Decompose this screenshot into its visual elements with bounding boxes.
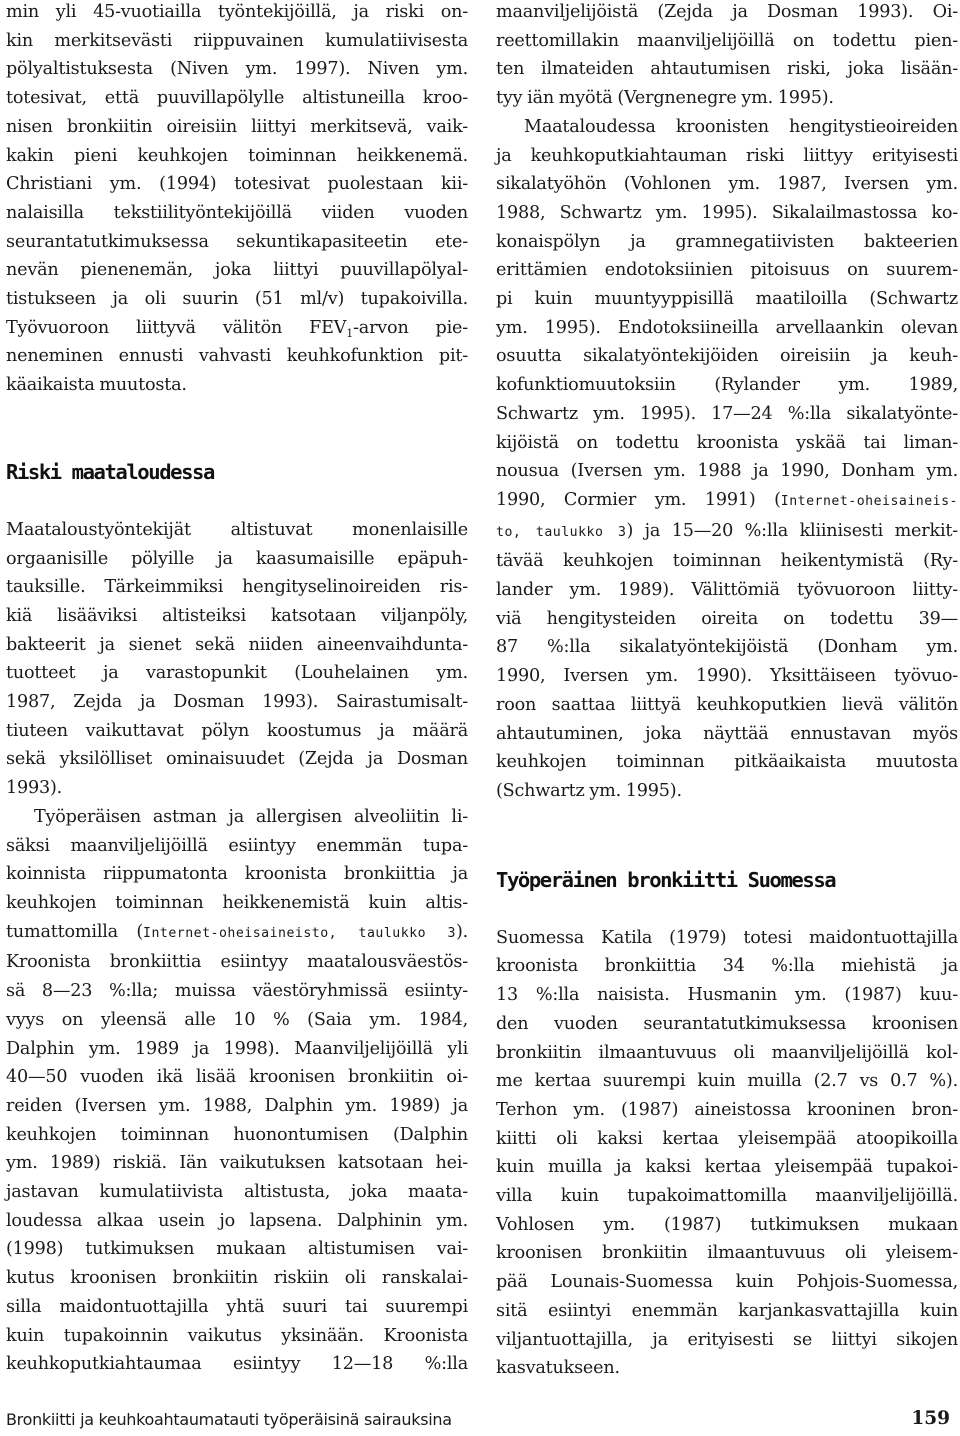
text-line: tävää keuhkojen toiminnan heikentymistä (Ry- — [496, 551, 958, 572]
page-footer — [6, 1406, 954, 1436]
text-line: kin merkitsevästi riippuvainen kumulatiivisesta — [6, 30, 468, 51]
text-line: kijöistä on todettu kroonista yskää tai liman- — [496, 432, 958, 453]
text-line: den vuoden seurantatutkimuksessa kroonisen — [496, 1013, 958, 1034]
text-line: keuhkoputkiahtaumaa esiintyy 12—18 %:lla — [6, 1354, 468, 1375]
text-fragment: tumattomilla ( — [6, 921, 144, 942]
text-line: keuhkojen toiminnan heikkenemistä kuin altis- — [6, 892, 468, 913]
text-line: pää Lounais-Suomessa kuin Pohjois-Suomessa, — [496, 1272, 958, 1293]
text-line: kroonisen bronkiitin ilmaantuvuus oli yleisem- — [496, 1243, 958, 1264]
paragraph — [496, 113, 958, 806]
text-line: keuhkojen toiminnan huonontumisen (Dalphin — [6, 1124, 468, 1145]
text-line: tistukseen ja oli suurin (51 ml/v) tupakoivilla. — [6, 289, 468, 310]
internet-reference: Internet-oheisaineisto, taulukko 3 — [143, 925, 456, 941]
text-line: käaikaista muutosta. — [6, 375, 187, 396]
text-line: roon saattaa liittyä keuhkoputkien lievä välitön — [496, 694, 958, 715]
text-line: ja keuhkoputkiahtauman riski liittyy erityisesti — [496, 145, 958, 166]
text-line: maanviljelijöistä (Zejda ja Dosman 1993). Oi- — [496, 2, 958, 22]
text-line: Työperäisen astman ja allergisen alveoliitin li- — [34, 806, 468, 827]
text-line — [6, 314, 468, 343]
text-line: Dalphin ym. 1989 ja 1998). Maanviljelijöillä yli — [6, 1038, 468, 1059]
text-line: totesivat, että puuvillapölylle altistuneilla kroo- — [6, 88, 468, 109]
internet-reference: Internet-oheisaineis- — [780, 493, 958, 509]
text-line: tuotteet ja varastopunkit (Louhelainen ym. — [6, 663, 468, 684]
text-line: kuin tupakoinnin vaikutus yksinään. Kroonista — [6, 1325, 468, 1346]
text-line: 40—50 vuoden ikä lisää kroonisen bronkiitin oi- — [6, 1067, 468, 1088]
text-line: ym. 1989) riskiä. Iän vaikutuksen katsotaan hei- — [6, 1153, 468, 1174]
subscript: 1 — [346, 326, 354, 340]
text-line: sekä yksilölliset ominaisuudet (Zejda ja Dosman — [6, 749, 468, 770]
running-footer-title: Bronkiitti ja keuhkoahtaumatauti työperäisinä sairauksina — [6, 1410, 452, 1429]
text-line: Terhon ym. (1987) aineistossa krooninen bron- — [496, 1099, 958, 1120]
text-line: orgaanisille pölyille ja kaasumaisille epäpuh- — [6, 548, 468, 569]
text-line: kasvatukseen. — [496, 1358, 620, 1379]
text-line: Schwartz ym. 1995). 17—24 %:lla sikalatyönte- — [496, 403, 958, 424]
right-column — [496, 0, 958, 1383]
section-heading: Riski maataloudessa — [6, 459, 214, 484]
text-line: bronkiitin ilmaantuvuus oli maanviljelijöillä kol- — [496, 1042, 958, 1063]
text-line: pölyaltistuksesta (Niven ym. 1997). Niven ym. — [6, 59, 468, 80]
text-line: osuutta sikalatyöntekijöiden oireisiin ja keuh- — [496, 346, 958, 367]
text-line: sä 8—23 %:lla; muissa väestöryhmissä esiinty- — [6, 981, 468, 1002]
text-line: konaispölyn ja gramnegatiivisten bakteerien — [496, 231, 958, 252]
text-line: sitä esiintyi enemmän karjankasvattajilla kuin — [496, 1300, 958, 1321]
left-column — [6, 0, 468, 1379]
text-line: 1988, Schwartz ym. 1995). Sikalailmastossa ko- — [496, 202, 958, 223]
text-line: Kroonista bronkiittia esiintyy maatalousväestös- — [6, 952, 468, 973]
paragraph — [6, 516, 468, 803]
text-line: 13 %:lla naisista. Husmanin ym. (1987) kuu- — [496, 985, 958, 1006]
text-line: 87 %:lla sikalatyöntekijöistä (Donham ym. — [496, 637, 958, 658]
text-line: koinnista riippumatonta kroonista bronkiittia ja — [6, 864, 468, 885]
text-line: kakin pieni keuhkojen toiminnan heikkenemä. — [6, 145, 468, 166]
text-line: (Schwartz ym. 1995). — [496, 780, 682, 801]
text-line: nousua (Iversen ym. 1988 ja 1990, Donham ym. — [496, 461, 958, 482]
text-line: silla maidontuottajilla yhtä suuri tai suurempi — [6, 1296, 468, 1317]
text-line: bakteerit ja sienet sekä niiden aineenvaihdunta- — [6, 634, 468, 655]
text-line: tiuteen vaikuttavat pölyn koostumus ja määrä — [6, 720, 468, 741]
text-line: sikalatyöhön (Vohlonen ym. 1987, Iversen ym. — [496, 174, 958, 195]
text-line: reettomillakin maanviljelijöillä on todettu pien- — [496, 30, 958, 51]
text-line: kutus kroonisen bronkiitin riskiin oli ranskalai- — [6, 1268, 468, 1289]
text-line: nalaisilla tekstiilityöntekijöillä viiden vuoden — [6, 202, 468, 223]
paragraph — [496, 0, 958, 113]
text-line: Suomessa Katila (1979) totesi maidontuottajilla — [496, 927, 958, 948]
text-line: (1998) tutkimuksen mukaan altistumisen vai- — [6, 1239, 468, 1260]
internet-reference: to, taulukko 3 — [496, 524, 627, 540]
text-line: loudessa alkaa usein jo lapsena. Dalphinin ym. — [6, 1210, 468, 1231]
text-line: Maataloustyöntekijät altistuvat monenlaisille — [6, 519, 468, 540]
text-line: kiä lisääviksi altisteiksi katsotaan viljanpöly, — [6, 605, 468, 626]
text-line: Vohlosen ym. (1987) tutkimuksen mukaan — [496, 1214, 958, 1235]
text-line: ym. 1995). Endotoksiineilla arvellaankin olevan — [496, 317, 958, 338]
page-number: 159 — [911, 1408, 950, 1429]
text-line: kroonista bronkiittia 34 %:lla miehistä ja — [496, 956, 958, 977]
text-line — [496, 517, 958, 548]
text-line: lander ym. 1989). Välittömiä työvuoroon liitty- — [496, 580, 958, 601]
text-line: me kertaa suurempi kuin muilla (2.7 vs 0.7 %). — [496, 1071, 958, 1092]
text-line: vyys on yleensä alle 10 % (Saia ym. 1984, — [6, 1009, 468, 1030]
text-line: kuin muilla ja kaksi kertaa yleisempää tupakoi- — [496, 1157, 958, 1178]
text-line: nisen bronkiitin oireisiin liittyi merkitsevä, vaik- — [6, 116, 468, 137]
text-line: tauksille. Tärkeimmiksi hengityselinoireiden ris- — [6, 577, 468, 598]
text-line: pi kuin muuntyyppisillä maatiloilla (Schwartz — [496, 289, 958, 310]
paragraph — [496, 924, 958, 1383]
text-line: villa kuin tupakoimattomilla maanviljelijöillä. — [496, 1186, 958, 1207]
paragraph — [6, 0, 468, 400]
text-line: viljantuottajilla, ja erityisesti se liittyi sikojen — [496, 1329, 958, 1350]
text-fragment: -arvon pie- — [353, 317, 469, 338]
text-line: reiden (Iversen ym. 1988, Dalphin ym. 1989) ja — [6, 1095, 468, 1116]
text-line: ten ilmateiden ahtautumisen riski, joka lisään- — [496, 59, 958, 80]
text-line: ahtautuminen, joka näyttää ennustavan myös — [496, 723, 958, 744]
text-fragment: ). — [455, 921, 468, 942]
text-line: nevän pienenemän, joka liittyi puuvillapölyal- — [6, 260, 468, 281]
text-line: säksi maanviljelijöillä esiintyy enemmän tupa- — [6, 835, 468, 856]
text-line: erittämien endotoksiinien pitoisuus on suurem- — [496, 260, 958, 281]
paragraph — [6, 803, 468, 1379]
text-line: Christiani ym. (1994) totesivat puolestaan kii- — [6, 174, 468, 195]
text-line — [6, 918, 468, 949]
text-line: min yli 45-vuotiailla työntekijöillä, ja riski on- — [6, 2, 468, 22]
text-line: 1990, Iversen ym. 1990). Yksittäiseen työvuo- — [496, 666, 958, 687]
text-line: 1993). — [6, 778, 63, 799]
text-line: 1987, Zejda ja Dosman 1993). Sairastumisalt- — [6, 692, 468, 713]
text-line: Maataloudessa kroonisten hengitystieoireiden — [524, 116, 958, 137]
text-fragment: Työvuoroon liittyvä välitön FEV — [6, 317, 347, 338]
text-line: viä hengitysteiden oireita on todettu 39— — [496, 608, 958, 629]
text-line: jastavan kumulatiivista altistusta, joka maata- — [6, 1182, 468, 1203]
text-line: seurantatutkimuksessa sekuntikapasiteetin ete- — [6, 231, 468, 252]
text-line: keuhkojen toiminnan pitkäaikaista muutosta — [496, 752, 958, 773]
text-line: neneminen ennusti vahvasti keuhkofunktion pit- — [6, 346, 468, 367]
section-heading: Työperäinen bronkiitti Suomessa — [496, 867, 836, 892]
text-line: kofunktiomuutoksiin (Rylander ym. 1989, — [496, 375, 958, 396]
text-fragment: 1990, Cormier ym. 1991) ( — [496, 489, 781, 510]
text-line: kiitti oli kaksi kertaa yleisempää atoopikoilla — [496, 1128, 958, 1149]
text-fragment: ) ja 15—20 %:lla kliinisesti merkit- — [626, 520, 958, 541]
text-line — [496, 486, 958, 517]
text-line: tyy iän myötä (Vergnenegre ym. 1995). — [496, 88, 834, 109]
